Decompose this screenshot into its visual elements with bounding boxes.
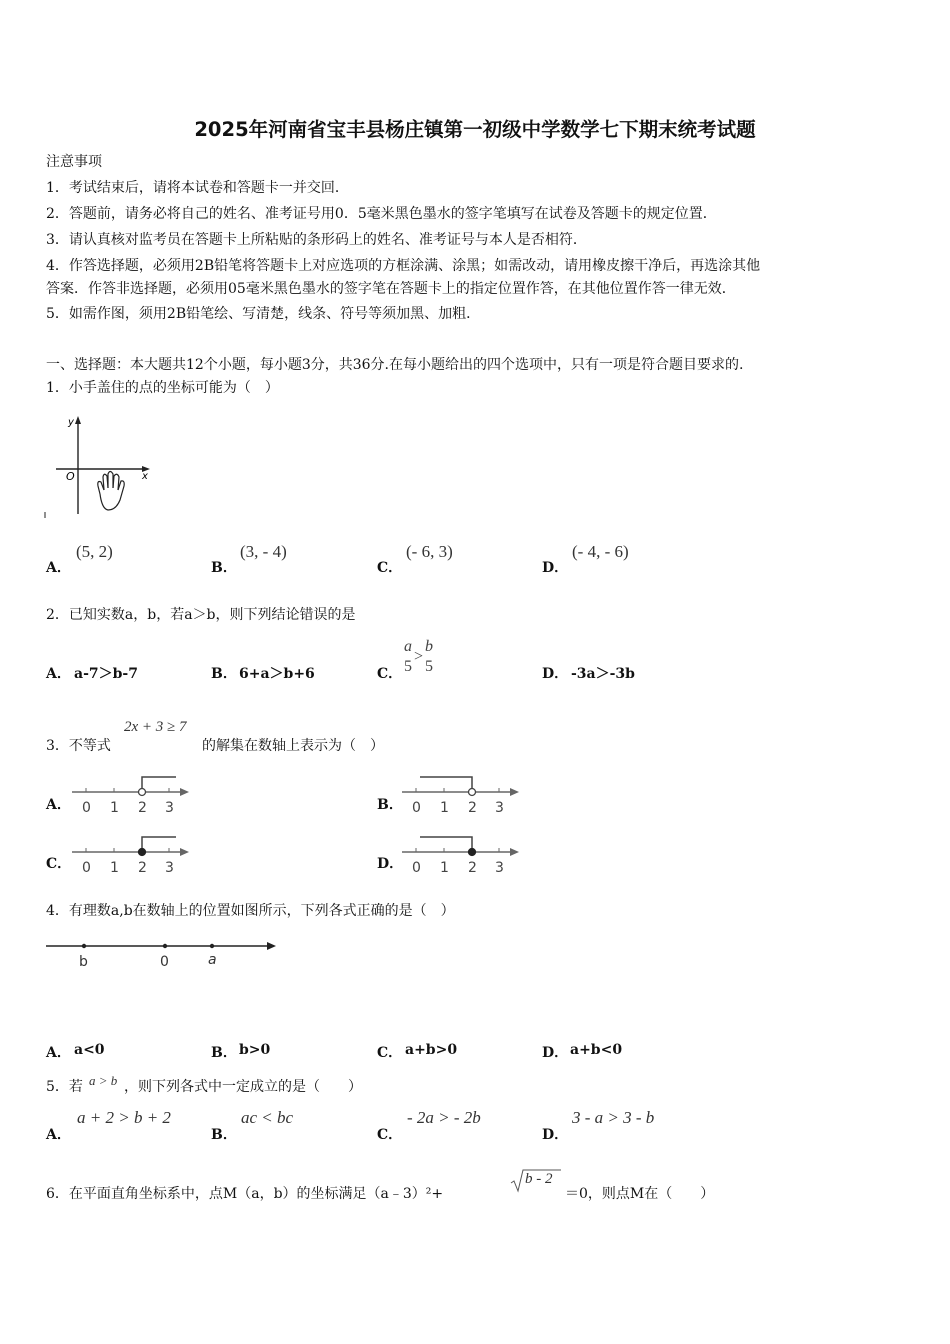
svg-text:1: 1	[440, 800, 449, 816]
notice-item: 4．作答选择题，必须用2B铅笔将答题卡上对应选项的方框涂满、涂黑；如需改动，请用橡皮擦干净后，再选涂其他	[46, 258, 761, 274]
q3-option-label[interactable]: D．	[377, 856, 404, 872]
q1-option-a[interactable]: (5, 2)	[76, 542, 113, 561]
q2-c-numerator-2: b	[425, 638, 434, 655]
q3-inequality: 2x + 3 ≥ 7	[124, 719, 187, 735]
q2-option-b[interactable]: 6+a＞b+6	[239, 666, 315, 682]
q2-c-denominator-2: 5	[425, 658, 434, 675]
q4-option-label[interactable]: B．	[211, 1045, 237, 1061]
q4-option-a[interactable]: a<0	[74, 1042, 105, 1058]
q4-option-label[interactable]: D．	[542, 1045, 569, 1061]
notice-item: 答案．作答非选择题，必须用05毫米黑色墨水的签字笔在答题卡上的指定位置作答，在其他位置作答一律无效．	[46, 281, 736, 297]
svg-text:3: 3	[495, 800, 504, 816]
q2-option-label[interactable]: C．	[377, 666, 403, 682]
q1-option-label[interactable]: B．	[211, 560, 237, 576]
q5-option-label[interactable]: A．	[46, 1127, 71, 1143]
q1-option-label[interactable]: A．	[46, 560, 71, 576]
q3-number-line-c[interactable]	[70, 832, 195, 878]
question-6-stem-end: ＝0，则点M在（ ）	[565, 1186, 715, 1202]
svg-text:2: 2	[468, 860, 477, 876]
q2-c-operator: >	[414, 648, 424, 665]
notice-item: 2．答题前，请务必将自己的姓名、准考证号用0．5毫米黑色墨水的签字笔填写在试卷及答题卡的规定位置．	[46, 206, 717, 222]
q5-option-c[interactable]: - 2a > - 2b	[407, 1108, 481, 1127]
svg-text:1: 1	[440, 860, 449, 876]
q1-option-label[interactable]: C．	[377, 560, 403, 576]
svg-text:2: 2	[138, 800, 147, 816]
origin-label: O	[66, 470, 75, 483]
x-axis-label: x	[142, 471, 148, 482]
q2-option-a[interactable]: a-7＞b-7	[74, 666, 138, 682]
q2-option-d[interactable]: -3a＞-3b	[571, 666, 635, 682]
q1-option-d[interactable]: (- 4, - 6)	[572, 542, 629, 561]
notice-item: 1．考试结束后，请将本试卷和答题卡一并交回．	[46, 180, 349, 196]
hand-icon	[98, 472, 124, 511]
q3-number-line-b[interactable]	[400, 772, 525, 818]
q4-option-label[interactable]: C．	[377, 1045, 403, 1061]
q3-option-label[interactable]: C．	[46, 856, 72, 872]
section-heading: 一、选择题：本大题共12个小题，每小题3分，共36分.在每小题给出的四个选项中，只有一项是符合题目要求的.	[46, 357, 744, 373]
point-a-label: a	[208, 952, 217, 968]
q1-coordinate-figure	[42, 410, 157, 522]
q2-c-denominator-1: 5	[404, 658, 412, 675]
q4-option-label[interactable]: A．	[46, 1045, 71, 1061]
question-6-stem-start: 6．在平面直角坐标系中，点M（a，b）的坐标满足（a﹣3）²+	[46, 1186, 444, 1202]
q3-option-label[interactable]: B．	[377, 797, 403, 813]
svg-text:0: 0	[82, 860, 91, 876]
notice-item: 5．如需作图，须用2B铅笔绘、写清楚，线条、符号等须加黑、加粗．	[46, 306, 481, 322]
question-5-stem-start: 5．若	[46, 1079, 83, 1095]
svg-text:0: 0	[412, 800, 421, 816]
q2-option-label[interactable]: D．	[542, 666, 569, 682]
q5-option-a[interactable]: a + 2 > b + 2	[77, 1108, 171, 1127]
question-1-stem: 1．小手盖住的点的坐标可能为（ ）	[46, 380, 279, 396]
q3-option-label[interactable]: A．	[46, 797, 71, 813]
svg-text:2: 2	[468, 800, 477, 816]
question-2-stem: 2．已知实数a，b，若a＞b，则下列结论错误的是	[46, 607, 356, 623]
question-4-stem: 4．有理数a,b在数轴上的位置如图所示，下列各式正确的是（ ）	[46, 903, 455, 919]
q5-option-b[interactable]: ac < bc	[241, 1108, 294, 1127]
svg-text:1: 1	[110, 860, 119, 876]
q3-number-line-a[interactable]	[70, 772, 195, 818]
svg-text:1: 1	[110, 800, 119, 816]
y-axis-label: y	[68, 417, 74, 428]
q5-option-label[interactable]: B．	[211, 1127, 237, 1143]
q1-option-label[interactable]: D．	[542, 560, 569, 576]
svg-text:2: 2	[138, 860, 147, 876]
question-3-stem-end: 的解集在数轴上表示为（ ）	[202, 738, 384, 754]
question-3-stem-start: 3．不等式	[46, 738, 111, 754]
q4-option-d[interactable]: a+b<0	[570, 1042, 623, 1058]
q2-c-numerator-1: a	[404, 638, 412, 655]
question-5-stem-end: ，则下列各式中一定成立的是（ ）	[124, 1079, 362, 1095]
q4-number-line	[42, 934, 282, 970]
svg-text:0: 0	[412, 860, 421, 876]
point-b-label: b	[79, 954, 88, 970]
q4-option-c[interactable]: a+b>0	[405, 1042, 458, 1058]
q4-option-b[interactable]: b>0	[239, 1042, 271, 1058]
q5-condition: a > b	[89, 1073, 118, 1088]
q3-number-line-d[interactable]	[400, 832, 525, 878]
q5-option-label[interactable]: C．	[377, 1127, 403, 1143]
q2-option-label[interactable]: A．	[46, 666, 71, 682]
point-0-label: 0	[160, 954, 169, 970]
page-title: 2025年河南省宝丰县杨庄镇第一初级中学数学七下期末统考试题	[194, 118, 756, 141]
q6-radicand: b - 2	[525, 1171, 553, 1187]
q1-option-b[interactable]: (3, - 4)	[240, 542, 287, 561]
notice-item: 3．请认真核对监考员在答题卡上所粘贴的条形码上的姓名、准考证号与本人是否相符．	[46, 232, 587, 248]
svg-text:3: 3	[495, 860, 504, 876]
q5-option-label[interactable]: D．	[542, 1127, 569, 1143]
q1-option-c[interactable]: (- 6, 3)	[406, 542, 453, 561]
q5-option-d[interactable]: 3 - a > 3 - b	[572, 1108, 655, 1127]
q2-option-label[interactable]: B．	[211, 666, 237, 682]
svg-text:3: 3	[165, 800, 174, 816]
q2-option-c[interactable]	[404, 637, 433, 677]
svg-text:0: 0	[82, 800, 91, 816]
notice-heading: 注意事项	[46, 154, 102, 170]
svg-text:3: 3	[165, 860, 174, 876]
